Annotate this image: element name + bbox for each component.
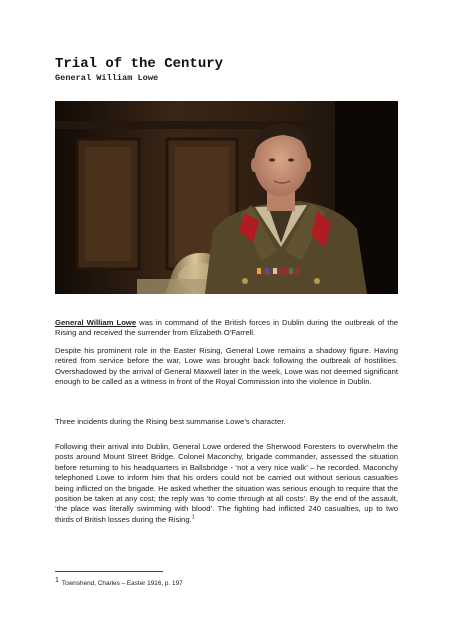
- paragraph-incidents-intro: Three incidents during the Rising best summarise Lowe’s character.: [55, 417, 286, 426]
- paragraph-mount-street-text: Following their arrival into Dublin, General Lowe ordered the Sherwood Foresters to overwhelm the posts around Mount Street Bridge. Colonel Maconchy, brigade commander, assessed the situation before returning to his headquarters in Ballsbridge - ‘not a very nice walk’ – he recorded. Maconchy telephoned Lowe to inform him that his orders could not be carried out without serious casualties being inflicted on the brigade. He asked whether the situation was serious enough to require that the position be taken at any cost; the reply was ‘to come through at all costs’. By the end of the assault, ‘the place was literally swimming with blood’. The fighting had inflicted 240 casualties, up to two thirds of British losses during the Rising.: [55, 442, 398, 524]
- page-subtitle: General William Lowe: [55, 73, 159, 83]
- lead-name: General William Lowe: [55, 318, 137, 327]
- footnote: [55, 577, 183, 587]
- paragraph-mount-street: [55, 442, 398, 525]
- paragraph-background: Despite his prominent role in the Easter Rising, General Lowe remains a shadowy figure. Having retired from service before the war, Lowe was brought back following the outbreak of hostilities. Overshadowed by the arrival of General Maxwell later in the week, Lowe was not deemed significant enough to be called as a witness in front of the Royal Commission into the violence in Dublin.: [55, 346, 398, 387]
- paragraph-intro-text: was in command of the British forces in Dublin during the outbreak of the Rising and received the surrender from Elizabeth O'Farrell.: [55, 318, 398, 338]
- footnote-text: Townshend, Charles – Easter 1916, p. 197: [61, 580, 183, 588]
- footnote-reference[interactable]: 1: [191, 514, 195, 521]
- footnote-number: 1: [55, 577, 59, 584]
- portrait-photo: [55, 101, 398, 294]
- footnote-divider: [55, 571, 163, 572]
- page-title: Trial of the Century: [55, 56, 224, 72]
- paragraph-intro: [55, 318, 398, 339]
